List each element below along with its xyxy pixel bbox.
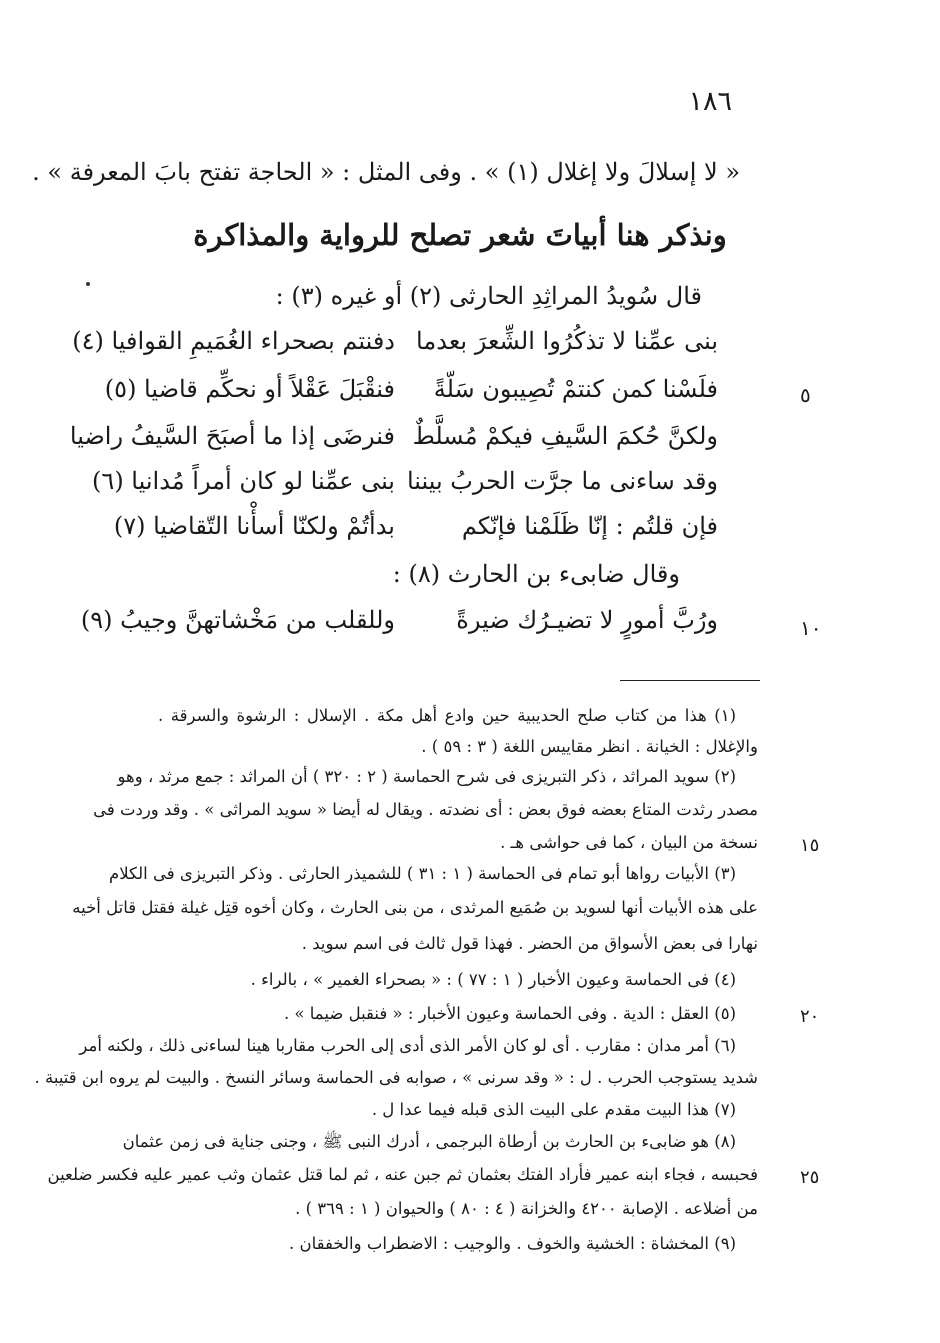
- prose-line: « لا إسلالَ ولا إغلال (١) » . وفى المثل : « الحاجة تفتح بابَ المعرفة » .: [32, 158, 740, 186]
- verse-first-hemistich: ولكنَّ حُكمَ السَّيفِ فيكمْ مُسلَّطٌ: [412, 422, 718, 450]
- verse-second-hemistich: دفنتم بصحراء الغُمَيمِ القوافيا (٤): [72, 327, 395, 355]
- footnote-line: على هذه الأبيات أنها لسويد بن صُمَيع المرثدى ، من بنى الحارث ، وكان أخوه قتِل غيلة فقتل قاتل أخيه: [72, 898, 758, 917]
- verse-first-hemistich: ورُبَّ أمورٍ لا تضيـرُك ضيرةً: [456, 606, 718, 634]
- page-number: ١٨٦: [688, 86, 732, 117]
- footnote-line: (٥) العقل : الدية . وفى الحماسة وعيون الأخبار : « فنقبل ضيما » .: [283, 1004, 736, 1023]
- footnote-line: (٧) هذا البيت مقدم على البيت الذى قبله فيما عدا ل .: [371, 1100, 736, 1119]
- footnote-line: (٢) سويد المراثد ، ذكر التبريزى فى شرح الحماسة ( ٢ : ٣٢٠ ) أن المراثد : جمع مرثد ، وهو: [117, 767, 736, 786]
- verse-second-hemistich: فنقْبَلَ عَقْلاً أو نحكِّم قاضيا (٥): [104, 375, 395, 403]
- line-number: ١٠: [800, 616, 822, 640]
- footnote-line: والإغلال : الخيانة . انظر مقاييس اللغة ( ٣ : ٥٩ ) .: [421, 737, 758, 756]
- poem-intro: قال سُويدُ المراثِدِ الحارثى (٢) أو غيره (٣) :: [275, 282, 702, 310]
- verse-row: [0, 512, 940, 556]
- footnote-line: (٣) الأبيات رواها أبو تمام فى الحماسة ( ١ : ٣١ ) للشميذر الحارثى . وذكر التبريزى فى الكلام: [108, 864, 736, 883]
- verse-first-hemistich: فإن قلتُم : إنّا ظَلَمْنا فإنّكم: [461, 512, 718, 540]
- footnote-line: (٤) فى الحماسة وعيون الأخبار ( ١ : ٧٧ ) : « بصحراء الغمير » ، بالراء .: [250, 970, 736, 989]
- verse-second-hemistich: وللقلب من مَخْشاتهنَّ وجيبُ (٩): [80, 606, 395, 634]
- verse-second-hemistich: بنى عمِّنا لو كان أمراً مُدانيا (٦): [92, 467, 395, 495]
- footnote-line: (١) هذا من كتاب صلح الحديبية حين وادع أهل مكة . الإسلال : الرشوة والسرقة .: [158, 706, 736, 725]
- verse-row: [0, 467, 940, 511]
- verse-first-hemistich: بنى عمِّنا لا تذكُرُوا الشِّعرَ بعدما: [416, 327, 718, 355]
- verse-first-hemistich: وقد ساءنى ما جرَّت الحربُ بيننا: [406, 467, 718, 495]
- verse-first-hemistich: فلَسْنا كمن كنتمْ تُصِيبون سَلّةً: [433, 375, 718, 403]
- section-heading: ونذكر هنا أبياتَ شعر تصلح للرواية والمذاكرة: [193, 218, 727, 252]
- footnote-line: شديد يستوجب الحرب . ل : « وقد سرنى » ، صوابه فى الحماسة وسائر النسخ . والبيت لم يروه ابن قتيبة .: [34, 1068, 758, 1087]
- margin-dot: [86, 282, 90, 286]
- footnote-line: (٨) هو ضابىء بن الحارث بن أرطاة البرجمى ، أدرك النبى ﷺ ، وجنى جناية فى زمن عثمان: [122, 1132, 736, 1151]
- footnote-line: (٩) المخشاة : الخشية والخوف . والوجيب : الاضطراب والخفقان .: [289, 1234, 736, 1253]
- footnote-line: نسخة من البيان ، كما فى حواشى هـ .: [500, 833, 758, 852]
- verse-second-hemistich: بدأتُمْ ولكنّا أسأْنا التّقاضيا (٧): [113, 512, 395, 540]
- footnote-line: مصدر رثدت المتاع بعضه فوق بعض : أى نضدته . ويقال له أيضا « سويد المراثى » . وقد وردت فى: [93, 800, 758, 819]
- footnote-line: (٦) أمر مدان : مقارب . أى لو كان الأمر الذى أدى إلى الحرب مقاربا هينا لساءنى ذلك ، ولكنه أمر: [79, 1036, 736, 1055]
- footnote-line: فحبسه ، فجاء ابنه عمير فأراد الفتك بعثمان ثم جبن عنه ، ثم لما قتل عثمان وثب عمير عليه فكسر ضلعين: [47, 1165, 758, 1184]
- verse-row: [0, 606, 940, 650]
- footnote-line: نهارا فى بعض الأسواق من الحضر . فهذا قول ثالث فى اسم سويد .: [301, 934, 758, 953]
- verse-row: [0, 375, 940, 419]
- footnote-line: من أضلاعه . الإصابة ٤٢٠٠ والخزانة ( ٤ : ٨٠ ) والحيوان ( ١ : ٣٦٩ ) .: [295, 1199, 758, 1218]
- line-number: ١٥: [800, 835, 820, 856]
- verse-row: [0, 327, 940, 371]
- verse-second-hemistich: فنرضَى إذا ما أصبَحَ السَّيفُ راضيا: [69, 422, 395, 450]
- verse-row: [0, 422, 940, 466]
- poem-intro: وقال ضابىء بن الحارث (٨) :: [392, 560, 680, 588]
- line-number: ٢٠: [800, 1006, 820, 1027]
- line-number: ٢٥: [800, 1167, 820, 1188]
- footnote-separator: [620, 680, 760, 681]
- line-number: ٥: [800, 383, 811, 407]
